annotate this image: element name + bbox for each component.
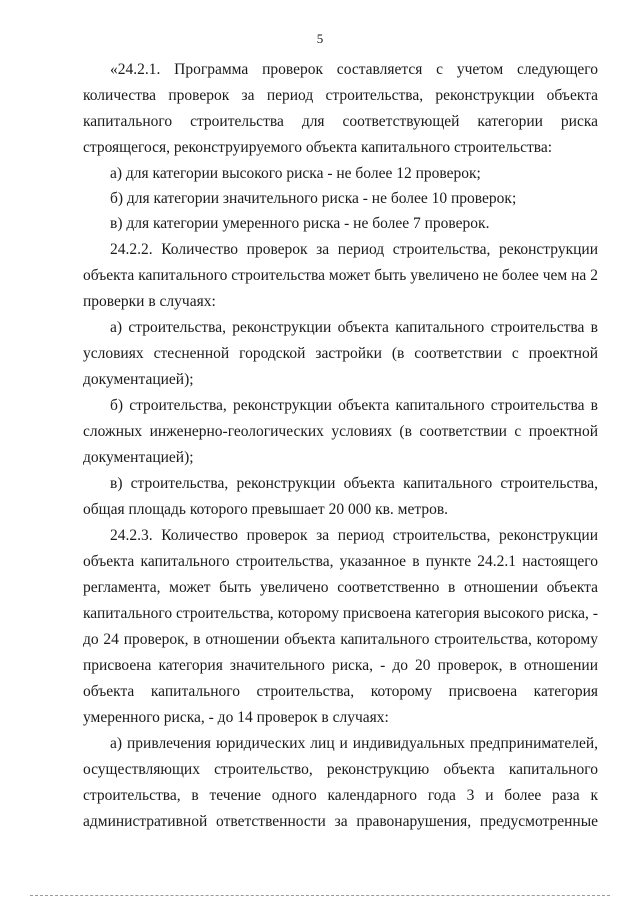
text-line: общая площадь которого превышает 20 000 кв. метров. — [83, 501, 449, 518]
text-line: документацией); — [83, 449, 194, 466]
text-line: осуществляющих строительство, реконструкцию объекта капитального — [83, 761, 598, 778]
text-line: до 24 проверок, в отношении объекта капитального строительства, которому — [83, 631, 598, 648]
text-line: строящегося, реконструируемого объекта капитального строительства: — [83, 139, 553, 156]
text-line: присвоена категория значительного риска, - до 20 проверок, в отношении — [83, 657, 598, 674]
text-line: количества проверок за период строительства, реконструкции объекта — [83, 87, 598, 104]
text-line: умеренного риска, - до 14 проверок в случаях: — [83, 709, 389, 726]
text-line: проверки в случаях: — [83, 293, 216, 310]
text-line: 24.2.3. Количество проверок за период строительства, реконструкции — [110, 527, 598, 544]
text-line: капитального строительства, которому присвоена категория высокого риска, - — [83, 605, 598, 622]
text-line: сложных инженерно-геологических условиях (в соответствии с проектной — [83, 423, 598, 440]
text-line: в) для категории умеренного риска - не более 7 проверок. — [110, 215, 490, 232]
text-line: в) строительства, реконструкции объекта капитального строительства, — [110, 475, 598, 492]
text-line: строительства, в течение одного календарного года 3 и более раза к — [83, 787, 598, 804]
text-line: 24.2.2. Количество проверок за период строительства, реконструкции — [110, 241, 598, 258]
text-line: капитального строительства для соответствующей категории риска — [83, 113, 598, 130]
text-line: а) для категории высокого риска - не более 12 проверок; — [110, 165, 481, 182]
text-line: а) привлечения юридических лиц и индивидуальных предпринимателей, — [110, 735, 598, 752]
text-line: регламента, может быть увеличено соответственно в отношении объекта — [83, 579, 598, 596]
text-line: а) строительства, реконструкции объекта капитального строительства в — [110, 319, 598, 336]
text-line: объекта капитального строительства может быть увеличено не более чем на 2 — [83, 267, 598, 284]
text-line: «24.2.1. Программа проверок составляется с учетом следующего — [110, 61, 598, 78]
page-number: 5 — [316, 31, 324, 46]
text-line: документацией); — [83, 371, 194, 388]
text-line: б) строительства, реконструкции объекта капитального строительства в — [110, 397, 598, 414]
text-line: условиях стесненной городской застройки (в соответствии с проектной — [83, 345, 598, 362]
bottom-scan-rule — [30, 895, 610, 896]
text-line: административной ответственности за правонарушения, предусмотренные — [83, 813, 598, 830]
text-line: объекта капитального строительства, указанное в пункте 24.2.1 настоящего — [83, 553, 598, 570]
text-line: объекта капитального строительства, которому присвоена категория — [83, 683, 598, 700]
text-line: б) для категории значительного риска - не более 10 проверок; — [110, 190, 517, 207]
